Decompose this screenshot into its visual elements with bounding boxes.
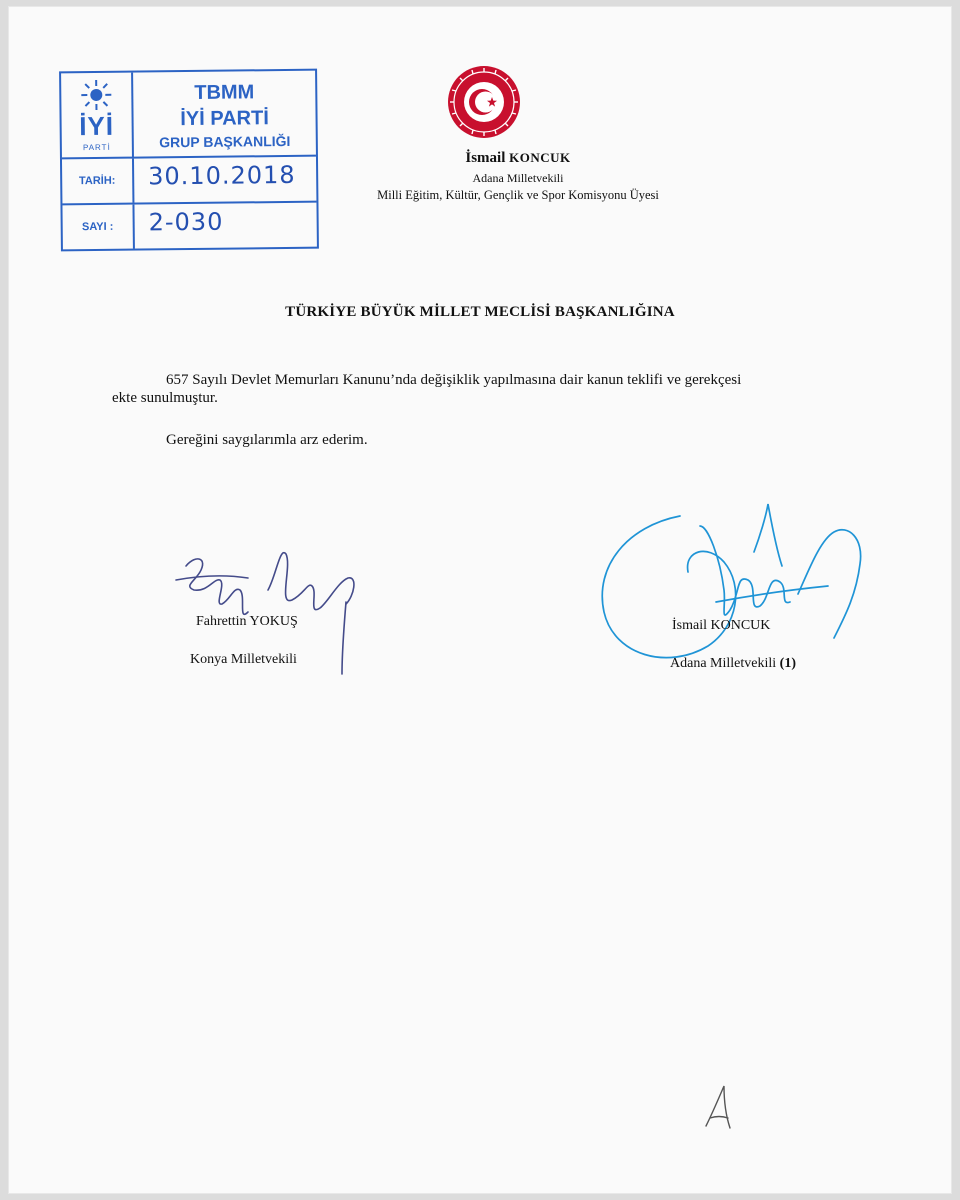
- letterhead-first-name: İsmail: [465, 150, 510, 166]
- letterhead-surname: KONCUK: [509, 150, 571, 165]
- stamp-line-2: İYİ PARTİ: [180, 107, 269, 131]
- party-logo-word: İYİ: [79, 110, 115, 142]
- stamp-line-3: GRUP BAŞKANLIĞI: [159, 132, 291, 151]
- addressee-heading: TÜRKİYE BÜYÜK MİLLET MECLİSİ BAŞKANLIĞINA: [285, 304, 675, 320]
- signatory-2-name: İsmail KONCUK: [672, 618, 771, 633]
- body-paragraph-1-line-2: ekte sunulmuştur.: [112, 390, 218, 406]
- signatory-2-title-text: Adana Milletvekili: [670, 656, 777, 671]
- document-page: [8, 6, 952, 1194]
- signatory-2-footnote: (1): [779, 656, 796, 671]
- stamp-date-value: 30.10.2018: [148, 160, 296, 191]
- body-paragraph-1-line-1: 657 Sayılı Devlet Memurları Kanunu’nda değişiklik yapılmasına dair kanun teklifi ve gerekçesi: [166, 372, 742, 388]
- party-logo-subtitle: PARTİ: [82, 142, 111, 153]
- stamp-number-label: SAYI :: [62, 205, 134, 250]
- page-mark: [706, 1086, 730, 1128]
- letterhead-role: Adana Milletvekili: [472, 171, 564, 185]
- stamp-number-value: 2-030: [148, 207, 224, 237]
- body-paragraph-2: Gereğini saygılarımla arz ederim.: [166, 432, 368, 448]
- letterhead-committee: Milli Eğitim, Kültür, Gençlik ve Spor Komisyonu Üyesi: [377, 188, 659, 202]
- signatory-1-name: Fahrettin YOKUŞ: [196, 614, 298, 629]
- stamp-line-1: TBMM: [194, 81, 255, 104]
- handwritten-signatures: [8, 6, 952, 1194]
- signatory-1-title: Konya Milletvekili: [190, 652, 297, 667]
- signatory-2-title: [670, 656, 796, 672]
- signature-koncuk: [602, 504, 860, 658]
- stamp-date-label: TARİH:: [62, 159, 134, 204]
